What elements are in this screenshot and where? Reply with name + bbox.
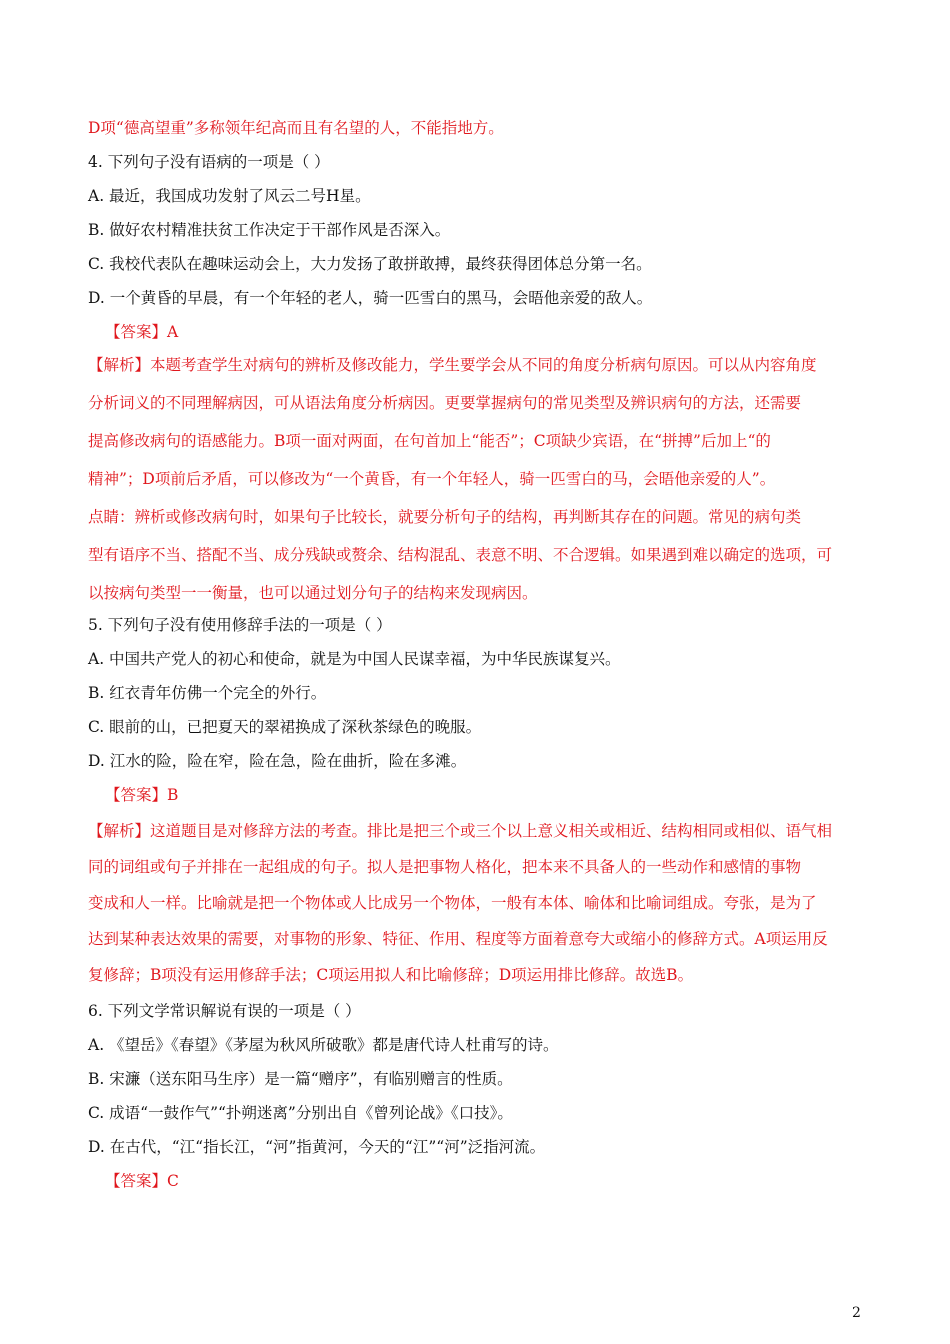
question-4-stem: 4. 下列句子没有语病的一项是（ ） xyxy=(88,153,330,171)
continuation-note: D项“德高望重”多称领年纪高而且有名望的人，不能指地方。 xyxy=(88,119,504,137)
page-number: 2 xyxy=(852,1305,861,1321)
question-5-analysis-line: 复修辞；B项没有运用修辞手法；C项运用拟人和比喻修辞；D项运用排比修辞。故选B。 xyxy=(88,966,694,984)
question-5-option-c: C. 眼前的山，已把夏天的翠裙换成了深秋茶绿色的晚服。 xyxy=(88,718,482,736)
question-4-option-b: B. 做好农村精准扶贫工作决定于干部作风是否深入。 xyxy=(88,221,451,239)
question-6-option-d: D. 在古代，“江“指长江，“河”指黄河，今天的“江”“河”泛指河流。 xyxy=(88,1138,546,1156)
question-4-answer: 【答案】A xyxy=(105,323,179,341)
question-5-answer: 【答案】B xyxy=(105,786,179,804)
question-4-analysis-line: 提高修改病句的语感能力。B项一面对两面，在句首加上“能否”；C项缺少宾语，在“拼搏”后加上“的 xyxy=(88,432,771,450)
question-4-analysis-line: 分析词义的不同理解病因，可从语法角度分析病因。更要掌握病句的常见类型及辨识病句的方法，还需要 xyxy=(88,394,802,412)
question-6-option-c: C. 成语“一鼓作气”“扑朔迷离”分别出自《曾列论战》《口技》。 xyxy=(88,1104,513,1122)
question-5-stem: 5. 下列句子没有使用修辞手法的一项是（ ） xyxy=(88,616,392,634)
question-5-analysis-line: 达到某种表达效果的需要，对事物的形象、特征、作用、程度等方面着意夸大或缩小的修辞方式。A项运用反 xyxy=(88,930,828,948)
question-5-option-a: A. 中国共产党人的初心和使命，就是为中国人民谋幸福，为中华民族谋复兴。 xyxy=(88,650,621,668)
question-6-option-b: B. 宋濂（送东阳马生序）是一篇“赠序”，有临别赠言的性质。 xyxy=(88,1070,513,1088)
question-4-analysis-line: 型有语序不当、搭配不当、成分残缺或赘余、结构混乱、表意不明、不合逻辑。如果遇到难以确定的选项，可 xyxy=(88,546,833,564)
question-4-option-a: A. 最近，我国成功发射了风云二号H星。 xyxy=(88,187,371,205)
question-4-analysis-line: 点睛：辨析或修改病句时，如果句子比较长，就要分析句子的结构，再判断其存在的问题。常见的病句类 xyxy=(88,508,802,526)
question-5-option-b: B. 红衣青年仿佛一个完全的外行。 xyxy=(88,684,327,702)
question-5-option-d: D. 江水的险，险在窄，险在急，险在曲折，险在多滩。 xyxy=(88,752,467,770)
question-6-stem: 6. 下列文学常识解说有误的一项是（ ） xyxy=(88,1002,361,1020)
question-4-option-d: D. 一个黄昏的早晨，有一个年轻的老人，骑一匹雪白的黑马，会晤他亲爱的敌人。 xyxy=(88,289,653,307)
question-5-analysis-line: 同的词组或句子并排在一起组成的句子。拟人是把事物人格化，把本来不具备人的一些动作和感情的事物 xyxy=(88,858,802,876)
question-4-analysis-line: 【解析】本题考查学生对病句的辨析及修改能力，学生要学会从不同的角度分析病句原因。可以从内容角度 xyxy=(88,356,817,374)
question-6-option-a: A. 《望岳》《春望》《茅屋为秋风所破歌》都是唐代诗人杜甫写的诗。 xyxy=(88,1036,559,1054)
question-5-analysis-line: 变成和人一样。比喻就是把一个物体或人比成另一个物体，一般有本体、喻体和比喻词组成。夸张，是为了 xyxy=(88,894,817,912)
question-4-analysis-line: 以按病句类型一一衡量，也可以通过划分句子的结构来发现病因。 xyxy=(88,584,538,602)
question-4-analysis-line: 精神”；D项前后矛盾，可以修改为“一个黄昏，有一个年轻人，骑一匹雪白的马，会晤他亲爱的人”。 xyxy=(88,470,776,488)
question-4-option-c: C. 我校代表队在趣味运动会上，大力发扬了敢拼敢搏，最终获得团体总分第一名。 xyxy=(88,255,652,273)
question-5-analysis-line: 【解析】这道题目是对修辞方法的考查。排比是把三个或三个以上意义相关或相近、结构相同或相似、语气相 xyxy=(88,822,833,840)
question-6-answer: 【答案】C xyxy=(105,1172,179,1190)
